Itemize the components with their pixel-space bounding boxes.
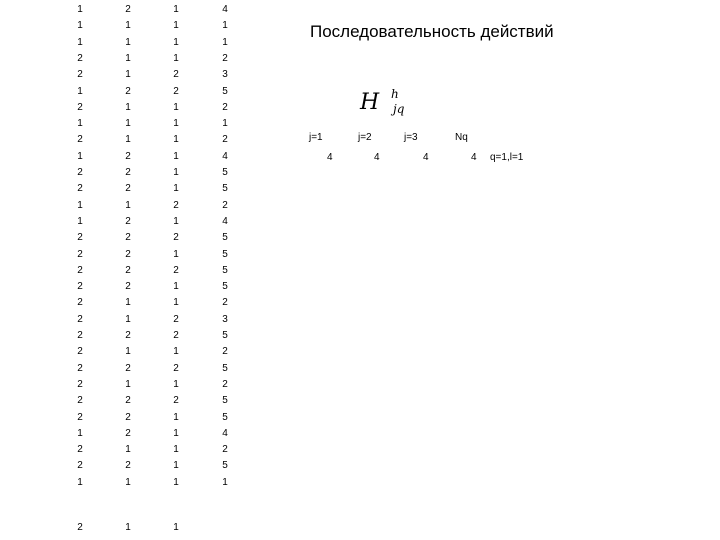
table-cell: 4	[222, 428, 228, 439]
table-cell: 4	[222, 216, 228, 227]
table-cell: 2	[173, 232, 179, 243]
page-title: Последовательность действий	[310, 22, 554, 41]
table-cell: 1	[125, 444, 131, 455]
table-cell: 1	[125, 379, 131, 390]
table-cell: 1	[173, 183, 179, 194]
table-cell: 1	[125, 297, 131, 308]
table-cell: 1	[77, 216, 83, 227]
table-cell: 2	[125, 395, 131, 406]
table-cell: 2	[77, 265, 83, 276]
table-cell: 5	[222, 363, 228, 374]
table-cell: 4	[222, 151, 228, 162]
table-cell: 5	[222, 330, 228, 341]
table-cell: 2	[125, 86, 131, 97]
table-cell: 2	[173, 363, 179, 374]
table-cell: 2	[77, 102, 83, 113]
table-cell: 1	[77, 151, 83, 162]
table-cell: 2	[77, 249, 83, 260]
table-cell: 2	[222, 102, 228, 113]
table-cell: 2	[173, 86, 179, 97]
table-cell: 1	[125, 20, 131, 31]
table-cell: 1	[173, 102, 179, 113]
table-cell: 1	[173, 297, 179, 308]
table-cell: 2	[77, 69, 83, 80]
table-cell: 1	[173, 460, 179, 471]
table-cell: 1	[125, 346, 131, 357]
table-cell: 2	[173, 330, 179, 341]
table-cell: 1	[125, 37, 131, 48]
table-cell: 1	[173, 444, 179, 455]
table-cell: 2	[125, 265, 131, 276]
table-cell: 5	[222, 167, 228, 178]
table-cell: 5	[222, 86, 228, 97]
table-cell: 1	[173, 412, 179, 423]
table-cell: 5	[222, 232, 228, 243]
table-cell: 1	[222, 37, 228, 48]
table-cell: 2	[77, 330, 83, 341]
value-j2: 4	[374, 152, 380, 163]
table-cell: 1	[173, 346, 179, 357]
table-cell: 2	[222, 297, 228, 308]
table-cell: 1	[125, 102, 131, 113]
table-cell: 1	[125, 314, 131, 325]
table-cell: 2	[222, 346, 228, 357]
formula-base: H	[360, 90, 380, 115]
number-table	[0, 0, 260, 540]
table-cell: 2	[222, 444, 228, 455]
table-cell: 2	[77, 395, 83, 406]
table-cell: 2	[222, 200, 228, 211]
table-cell: 2	[125, 232, 131, 243]
table-cell: 2	[77, 444, 83, 455]
table-cell: 5	[222, 249, 228, 260]
table-cell: 1	[173, 53, 179, 64]
table-cell: 1	[173, 151, 179, 162]
table-cell: 5	[222, 281, 228, 292]
table-cell: 2	[125, 167, 131, 178]
table-cell: 1	[125, 522, 131, 533]
table-cell: 1	[77, 428, 83, 439]
table-cell: 1	[77, 4, 83, 15]
table-cell: 5	[222, 395, 228, 406]
table-cell: 2	[77, 346, 83, 357]
table-cell: 2	[173, 200, 179, 211]
table-cell: 1	[77, 20, 83, 31]
table-cell: 2	[125, 151, 131, 162]
table-cell: 3	[222, 69, 228, 80]
table-cell: 1	[173, 4, 179, 15]
header-j2: j=2	[358, 132, 372, 143]
table-cell: 1	[173, 37, 179, 48]
table-cell: 2	[77, 53, 83, 64]
table-cell: 1	[173, 118, 179, 129]
value-nq: 4	[471, 152, 477, 163]
table-cell: 2	[77, 232, 83, 243]
header-j3: j=3	[404, 132, 418, 143]
table-cell: 1	[173, 281, 179, 292]
table-cell: 1	[173, 477, 179, 488]
table-cell: 1	[173, 134, 179, 145]
table-cell: 1	[77, 86, 83, 97]
table-cell: 2	[77, 522, 83, 533]
table-cell: 1	[222, 118, 228, 129]
table-cell: 5	[222, 412, 228, 423]
value-j3: 4	[423, 152, 429, 163]
table-cell: 2	[125, 249, 131, 260]
table-cell: 2	[77, 183, 83, 194]
table-cell: 3	[222, 314, 228, 325]
table-cell: 2	[77, 412, 83, 423]
table-cell: 2	[125, 183, 131, 194]
table-cell: 1	[173, 249, 179, 260]
table-cell: 1	[77, 118, 83, 129]
table-cell: 1	[173, 522, 179, 533]
formula-subscript: jq	[393, 102, 405, 116]
table-cell: 1	[125, 477, 131, 488]
header-nq: Nq	[455, 132, 468, 143]
table-cell: 1	[173, 428, 179, 439]
table-cell: 1	[222, 477, 228, 488]
table-cell: 1	[77, 37, 83, 48]
table-cell: 2	[173, 265, 179, 276]
table-cell: 2	[125, 4, 131, 15]
table-cell: 1	[125, 69, 131, 80]
formula-superscript: h	[391, 87, 399, 101]
table-cell: 1	[125, 134, 131, 145]
table-cell: 2	[125, 428, 131, 439]
table-cell: 2	[125, 216, 131, 227]
table-cell: 1	[77, 477, 83, 488]
table-cell: 2	[77, 297, 83, 308]
formula-h-jq	[360, 87, 440, 120]
table-cell: 2	[77, 363, 83, 374]
table-cell: 1	[77, 200, 83, 211]
table-cell: 2	[125, 412, 131, 423]
value-j1: 4	[327, 152, 333, 163]
table-cell: 1	[173, 167, 179, 178]
table-cell: 5	[222, 460, 228, 471]
table-cell: 2	[125, 460, 131, 471]
table-cell: 1	[222, 20, 228, 31]
table-cell: 1	[173, 379, 179, 390]
header-j1: j=1	[309, 132, 323, 143]
table-cell: 2	[222, 53, 228, 64]
table-cell: 2	[125, 363, 131, 374]
table-cell: 2	[77, 460, 83, 471]
table-cell: 1	[173, 20, 179, 31]
table-cell: 2	[77, 314, 83, 325]
table-cell: 1	[173, 216, 179, 227]
table-cell: 5	[222, 183, 228, 194]
table-cell: 2	[222, 134, 228, 145]
table-cell: 2	[77, 134, 83, 145]
table-cell: 2	[77, 281, 83, 292]
table-cell: 2	[173, 69, 179, 80]
table-cell: 2	[77, 379, 83, 390]
table-cell: 2	[173, 395, 179, 406]
table-cell: 1	[125, 53, 131, 64]
table-cell: 2	[222, 379, 228, 390]
table-cell: 1	[125, 200, 131, 211]
table-cell: 5	[222, 265, 228, 276]
table-cell: 2	[173, 314, 179, 325]
table-cell: 2	[125, 281, 131, 292]
table-cell: 2	[125, 330, 131, 341]
table-cell: 2	[77, 167, 83, 178]
param-note: q=1,l=1	[490, 152, 524, 163]
table-cell: 1	[125, 118, 131, 129]
table-cell: 4	[222, 4, 228, 15]
